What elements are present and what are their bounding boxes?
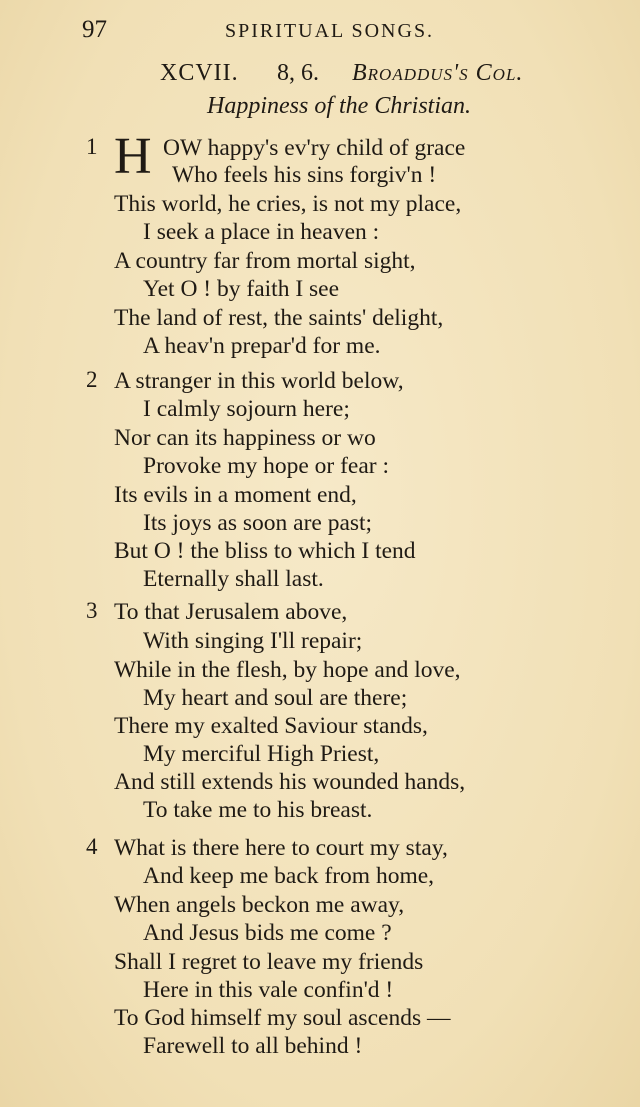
verse-line: Farewell to all behind !	[143, 1033, 363, 1059]
verse-line: What is there here to court my stay,	[114, 835, 448, 861]
verse-line: Its evils in a moment end,	[114, 482, 357, 508]
verse-line: OW happy's ev'ry child of grace	[163, 135, 466, 161]
verse-line: I calmly sojourn here;	[143, 396, 350, 422]
verse-line: I seek a place in heaven :	[143, 219, 380, 245]
verse-line: Who feels his sins forgiv'n !	[172, 162, 437, 188]
verse-line: There my exalted Saviour stands,	[114, 713, 428, 739]
hymn-title: Happiness of the Christian.	[207, 93, 472, 119]
verse-line: While in the flesh, by hope and love,	[114, 657, 461, 683]
verse-line: To God himself my soul ascends —	[114, 1005, 451, 1031]
verse-line: Eternally shall last.	[143, 566, 324, 592]
verse-line: Shall I regret to leave my friends	[114, 949, 424, 975]
running-title: SPIRITUAL SONGS.	[225, 20, 435, 42]
drop-cap: H	[114, 128, 152, 185]
verse-line: When angels beckon me away,	[114, 892, 405, 918]
page-header	[0, 16, 640, 52]
stanza-number: 2	[86, 367, 98, 392]
verse-line: A stranger in this world below,	[114, 368, 404, 394]
verse-line: Here in this vale confin'd !	[143, 977, 394, 1003]
verse-line: And still extends his wounded hands,	[114, 769, 466, 795]
verse-line: Nor can its happiness or wo	[114, 425, 376, 451]
stanza-number: 4	[86, 834, 98, 859]
verse-line: A heav'n prepar'd for me.	[143, 333, 381, 359]
verse-line: A country far from mortal sight,	[114, 248, 416, 274]
verse-line: To that Jerusalem above,	[114, 599, 348, 625]
hymn-tune: Broaddus's Col.	[352, 60, 524, 86]
verse-line: My heart and soul are there;	[143, 685, 408, 711]
hymn-heading	[0, 60, 640, 94]
verse-line: My merciful High Priest,	[143, 741, 380, 767]
verse-line: This world, he cries, is not my place,	[114, 191, 462, 217]
page-number: 97	[82, 16, 107, 43]
hymn-meter: 8, 6.	[277, 60, 319, 86]
verse-line: And keep me back from home,	[143, 863, 435, 889]
stanza-number: 1	[86, 134, 98, 159]
hymn-number: XCVII.	[160, 60, 239, 86]
verse-line: Provoke my hope or fear :	[143, 453, 390, 479]
verse-line: With singing I'll repair;	[143, 628, 363, 654]
verse-line: And Jesus bids me come ?	[143, 920, 392, 946]
verse-line: But O ! the bliss to which I tend	[114, 538, 416, 564]
stanza-number: 3	[86, 598, 98, 623]
verse-line: Its joys as soon are past;	[143, 510, 373, 536]
verse-line: The land of rest, the saints' delight,	[114, 305, 444, 331]
verse-line: To take me to his breast.	[143, 797, 373, 823]
verse-line: Yet O ! by faith I see	[143, 276, 340, 302]
